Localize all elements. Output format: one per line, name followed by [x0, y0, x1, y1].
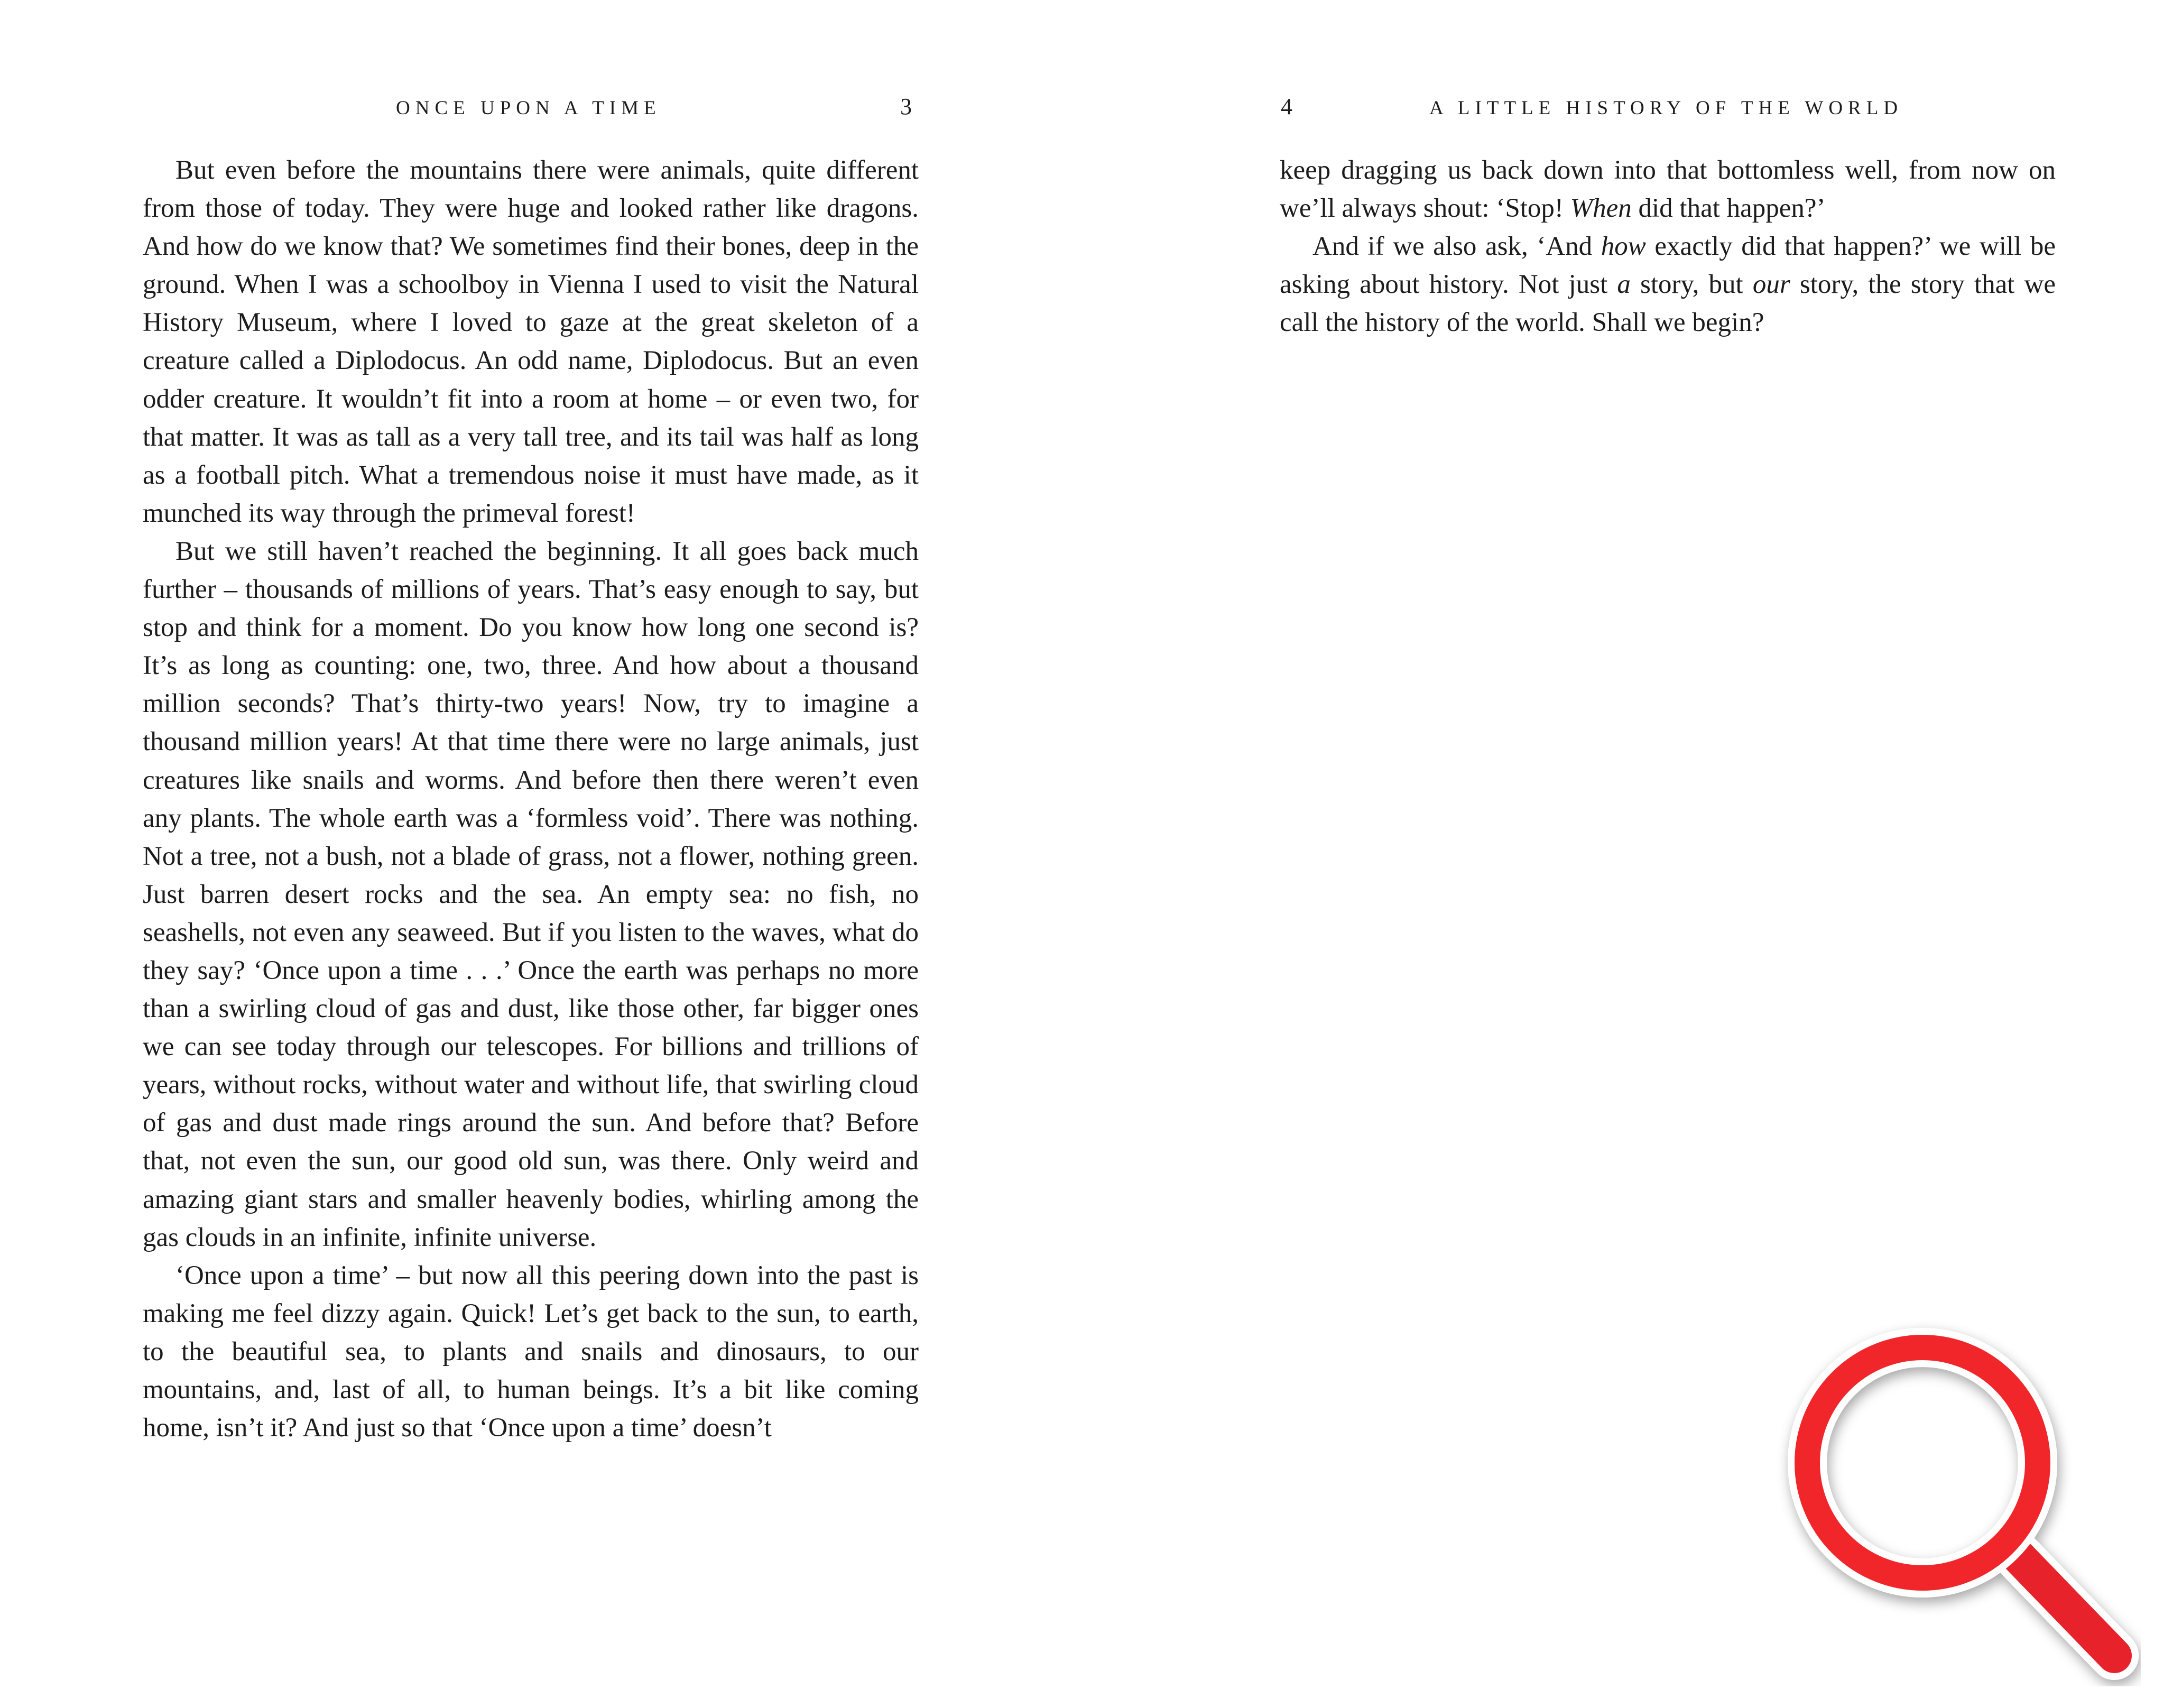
body-text-right	[1280, 151, 2056, 341]
emphasis: When	[1570, 193, 1632, 224]
paragraph	[1280, 151, 2056, 227]
emphasis: our	[1752, 270, 1790, 300]
body-text-left	[143, 151, 919, 1447]
magnifier-icon	[1771, 1316, 2141, 1686]
paragraph-text: story, but	[1630, 270, 1753, 300]
emphasis: a	[1617, 270, 1631, 300]
paragraph-text: did that happen?’	[1631, 193, 1826, 224]
paragraph: ‘Once upon a time’ – but now all this peering down into the past is making me feel dizzy again. Quick! Let’s get back to the sun, to earth, to the beautiful sea, to plants and snails and dinosaurs, to our mountains, and, last of all, to human beings. It’s a bit like coming home, isn’t it? And just so that ‘Once upon a time’ doesn’t	[143, 1260, 919, 1443]
paragraph-text: And if we also ask, ‘And	[1312, 232, 1601, 262]
paragraph-text: exactly did that happen?’ we will be asking about history. Not just	[1280, 232, 2056, 300]
paragraph: But we still haven’t reached the beginning. It all goes back much further – thousands of millions of years. That’s easy enough to say, but stop and think for a moment. Do you know how long one second is? It’s as long as counting: one, two, three. And how about a thousand million seconds? That’s thirty-two years! Now, try to imagine a thousand million years! At that time there were no large animals, just creatures like snails and worms. And before then there weren’t even any plants. The whole earth was a ‘formless void’. There was nothing. Not a tree, not a bush, not a blade of grass, not a flower, nothing green. Just barren desert rocks and the sea. An empty sea: no fish, no seashells, not even any seaweed. But if you listen to the waves, what do they say? ‘Once upon a time . . .’ Once the earth was perhaps no more than a swirling cloud of gas and dust, like those other, far bigger ones we can see today through our telescopes. For billions and trillions of years, without rocks, without water and without life, that swirling cloud of gas and dust made rings around the sun. And before that? Before that, not even the sun, our good old sun, was there. Only weird and amazing giant stars and smaller heavenly bodies, whirling among the gas clouds in an infinite, infinite universe.	[143, 536, 919, 1252]
emphasis: how	[1601, 232, 1646, 262]
paragraph: But even before the mountains there were animals, quite different from those of today. They were huge and looked rather like dragons. And how do we know that? We sometimes find their bones, deep in the ground. When I was a schoolboy in Vienna I used to visit the Natural History Museum, where I loved to gaze at the great skeleton of a creature called a Diplodocus. An odd name, Diplodocus. But an even odder creature. It wouldn’t fit into a room at home – or even two, for that matter. It was as tall as a very tall tree, and its tail was half as long as a football pitch. What a tremendous noise it must have made, as it munched its way through the primeval forest!	[143, 155, 919, 528]
paragraph	[1280, 227, 2056, 341]
paragraph-text: keep dragging us back down into that bottomless well, from now on we’ll always shout: ‘Stop!	[1280, 155, 2056, 224]
zoom-button[interactable]	[1771, 1316, 2141, 1686]
page-number-left: 3	[900, 94, 912, 119]
page-number-right: 4	[1281, 94, 1292, 119]
running-head-left: ONCE UPON A TIME	[396, 97, 661, 119]
running-head-right: A LITTLE HISTORY OF THE WORLD	[1429, 97, 1903, 119]
paragraph-text: story, the story that we call the history of the world. Shall we begin?	[1280, 270, 2056, 338]
